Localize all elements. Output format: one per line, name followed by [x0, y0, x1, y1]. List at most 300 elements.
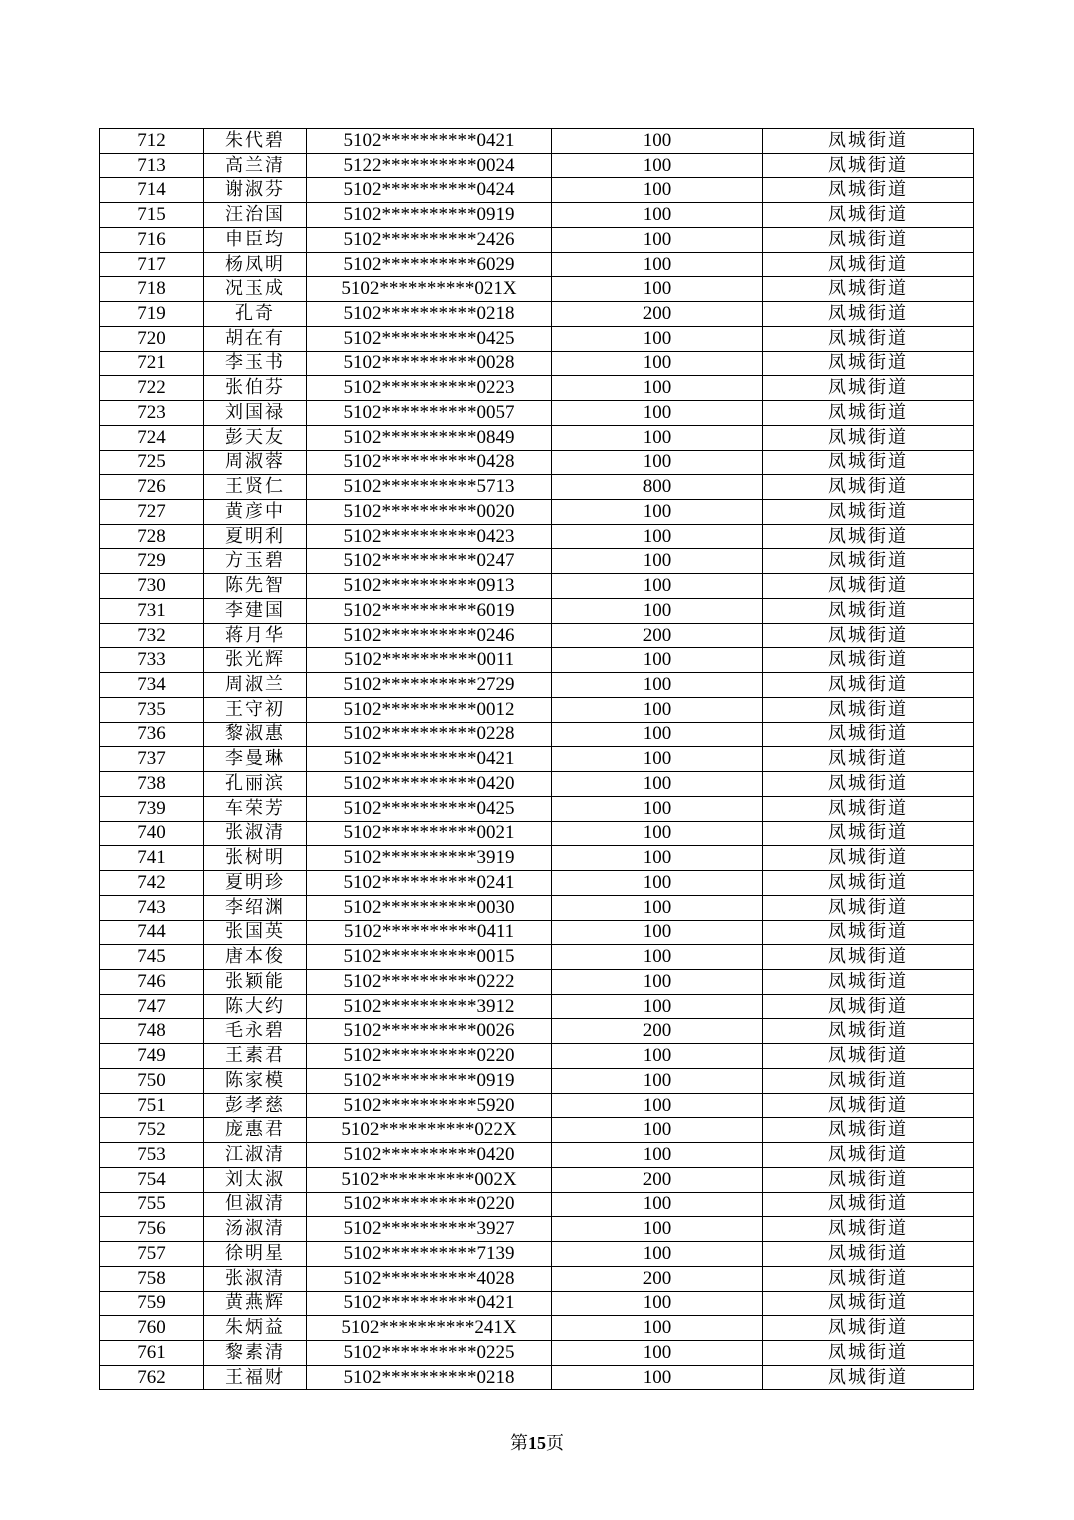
row-number-cell: 750: [100, 1068, 204, 1093]
amount-cell: 100: [552, 326, 763, 351]
amount-cell: 100: [552, 1093, 763, 1118]
amount-cell: 100: [552, 1242, 763, 1267]
amount-cell: 100: [552, 1068, 763, 1093]
record-table-body: [100, 129, 974, 1390]
street-name-cell: 凤城街道: [763, 871, 974, 896]
row-number-cell: 749: [100, 1044, 204, 1069]
person-name-cell: 刘国禄: [204, 401, 307, 426]
table-row: [100, 203, 974, 228]
id-number-cell: 5102**********0423: [307, 524, 552, 549]
id-number-cell: 5102**********0228: [307, 722, 552, 747]
row-number-cell: 715: [100, 203, 204, 228]
street-name-cell: 凤城街道: [763, 623, 974, 648]
row-number-cell: 754: [100, 1167, 204, 1192]
id-number-cell: 5102**********7139: [307, 1242, 552, 1267]
table-row: [100, 500, 974, 525]
table-row: [100, 129, 974, 154]
person-name-cell: 蒋月华: [204, 623, 307, 648]
id-number-cell: 5102**********2426: [307, 227, 552, 252]
amount-cell: 100: [552, 549, 763, 574]
street-name-cell: 凤城街道: [763, 1217, 974, 1242]
table-row: [100, 302, 974, 327]
person-name-cell: 朱炳益: [204, 1316, 307, 1341]
street-name-cell: 凤城街道: [763, 1365, 974, 1390]
row-number-cell: 738: [100, 772, 204, 797]
id-number-cell: 5102**********002X: [307, 1167, 552, 1192]
page-label-prefix: 第: [510, 1433, 528, 1454]
street-name-cell: 凤城街道: [763, 722, 974, 747]
table-row: [100, 772, 974, 797]
id-number-cell: 5102**********0026: [307, 1019, 552, 1044]
person-name-cell: 车荣芳: [204, 796, 307, 821]
amount-cell: 100: [552, 129, 763, 154]
amount-cell: 100: [552, 969, 763, 994]
amount-cell: 100: [552, 1217, 763, 1242]
table-row: [100, 598, 974, 623]
amount-cell: 100: [552, 1044, 763, 1069]
id-number-cell: 5102**********3919: [307, 846, 552, 871]
page-label-suffix: 页: [546, 1433, 564, 1454]
person-name-cell: 王守初: [204, 697, 307, 722]
page-number: 15: [528, 1433, 546, 1453]
street-name-cell: 凤城街道: [763, 772, 974, 797]
row-number-cell: 722: [100, 376, 204, 401]
id-number-cell: 5102**********0411: [307, 920, 552, 945]
row-number-cell: 734: [100, 673, 204, 698]
amount-cell: 100: [552, 796, 763, 821]
id-number-cell: 5102**********0421: [307, 129, 552, 154]
amount-cell: 100: [552, 178, 763, 203]
row-number-cell: 755: [100, 1192, 204, 1217]
row-number-cell: 730: [100, 574, 204, 599]
person-name-cell: 黎淑惠: [204, 722, 307, 747]
id-number-cell: 5102**********0220: [307, 1044, 552, 1069]
person-name-cell: 江淑清: [204, 1143, 307, 1168]
table-row: [100, 401, 974, 426]
amount-cell: 100: [552, 1365, 763, 1390]
person-name-cell: 刘太淑: [204, 1167, 307, 1192]
row-number-cell: 761: [100, 1340, 204, 1365]
id-number-cell: 5102**********0021: [307, 821, 552, 846]
person-name-cell: 胡在有: [204, 326, 307, 351]
table-row: [100, 1291, 974, 1316]
id-number-cell: 5102**********6019: [307, 598, 552, 623]
amount-cell: 100: [552, 821, 763, 846]
street-name-cell: 凤城街道: [763, 895, 974, 920]
person-name-cell: 孔丽滨: [204, 772, 307, 797]
amount-cell: 800: [552, 475, 763, 500]
amount-cell: 100: [552, 1118, 763, 1143]
amount-cell: 100: [552, 747, 763, 772]
row-number-cell: 759: [100, 1291, 204, 1316]
id-number-cell: 5102**********0218: [307, 302, 552, 327]
street-name-cell: 凤城街道: [763, 153, 974, 178]
id-number-cell: 5122**********0024: [307, 153, 552, 178]
amount-cell: 100: [552, 994, 763, 1019]
id-number-cell: 5102**********0057: [307, 401, 552, 426]
table-row: [100, 227, 974, 252]
amount-cell: 100: [552, 1316, 763, 1341]
table-row: [100, 648, 974, 673]
person-name-cell: 李绍渊: [204, 895, 307, 920]
id-number-cell: 5102**********0020: [307, 500, 552, 525]
id-number-cell: 5102**********0225: [307, 1340, 552, 1365]
amount-cell: 100: [552, 376, 763, 401]
amount-cell: 100: [552, 425, 763, 450]
table-row: [100, 1093, 974, 1118]
street-name-cell: 凤城街道: [763, 178, 974, 203]
amount-cell: 100: [552, 1291, 763, 1316]
street-name-cell: 凤城街道: [763, 376, 974, 401]
person-name-cell: 庞惠君: [204, 1118, 307, 1143]
record-table: [99, 128, 974, 1390]
person-name-cell: 孔奇: [204, 302, 307, 327]
street-name-cell: 凤城街道: [763, 920, 974, 945]
street-name-cell: 凤城街道: [763, 1192, 974, 1217]
table-row: [100, 1068, 974, 1093]
id-number-cell: 5102**********0223: [307, 376, 552, 401]
street-name-cell: 凤城街道: [763, 1118, 974, 1143]
table-row: [100, 1143, 974, 1168]
row-number-cell: 744: [100, 920, 204, 945]
id-number-cell: 5102**********0919: [307, 1068, 552, 1093]
amount-cell: 100: [552, 697, 763, 722]
amount-cell: 100: [552, 846, 763, 871]
id-number-cell: 5102**********6029: [307, 252, 552, 277]
person-name-cell: 唐本俊: [204, 945, 307, 970]
street-name-cell: 凤城街道: [763, 1316, 974, 1341]
person-name-cell: 谢淑芬: [204, 178, 307, 203]
table-row: [100, 871, 974, 896]
id-number-cell: 5102**********0913: [307, 574, 552, 599]
amount-cell: 100: [552, 648, 763, 673]
row-number-cell: 740: [100, 821, 204, 846]
person-name-cell: 方玉碧: [204, 549, 307, 574]
row-number-cell: 757: [100, 1242, 204, 1267]
table-row: [100, 1242, 974, 1267]
amount-cell: 100: [552, 772, 763, 797]
amount-cell: 100: [552, 227, 763, 252]
id-number-cell: 5102**********0425: [307, 796, 552, 821]
street-name-cell: 凤城街道: [763, 326, 974, 351]
street-name-cell: 凤城街道: [763, 549, 974, 574]
street-name-cell: 凤城街道: [763, 969, 974, 994]
amount-cell: 200: [552, 1266, 763, 1291]
id-number-cell: 5102**********0030: [307, 895, 552, 920]
table-row: [100, 574, 974, 599]
person-name-cell: 彭孝慈: [204, 1093, 307, 1118]
street-name-cell: 凤城街道: [763, 351, 974, 376]
row-number-cell: 739: [100, 796, 204, 821]
row-number-cell: 721: [100, 351, 204, 376]
row-number-cell: 728: [100, 524, 204, 549]
row-number-cell: 748: [100, 1019, 204, 1044]
table-row: [100, 252, 974, 277]
street-name-cell: 凤城街道: [763, 1340, 974, 1365]
person-name-cell: 况玉成: [204, 277, 307, 302]
table-row: [100, 1316, 974, 1341]
id-number-cell: 5102**********0424: [307, 178, 552, 203]
street-name-cell: 凤城街道: [763, 227, 974, 252]
table-row: [100, 326, 974, 351]
id-number-cell: 5102**********0246: [307, 623, 552, 648]
person-name-cell: 张光辉: [204, 648, 307, 673]
row-number-cell: 727: [100, 500, 204, 525]
id-number-cell: 5102**********5713: [307, 475, 552, 500]
person-name-cell: 陈家模: [204, 1068, 307, 1093]
amount-cell: 100: [552, 1340, 763, 1365]
id-number-cell: 5102**********021X: [307, 277, 552, 302]
row-number-cell: 716: [100, 227, 204, 252]
amount-cell: 100: [552, 1143, 763, 1168]
street-name-cell: 凤城街道: [763, 1019, 974, 1044]
street-name-cell: 凤城街道: [763, 747, 974, 772]
person-name-cell: 但淑清: [204, 1192, 307, 1217]
table-row: [100, 524, 974, 549]
id-number-cell: 5102**********241X: [307, 1316, 552, 1341]
amount-cell: 100: [552, 203, 763, 228]
row-number-cell: 737: [100, 747, 204, 772]
table-row: [100, 846, 974, 871]
id-number-cell: 5102**********0421: [307, 747, 552, 772]
id-number-cell: 5102**********022X: [307, 1118, 552, 1143]
street-name-cell: 凤城街道: [763, 994, 974, 1019]
person-name-cell: 黄彦中: [204, 500, 307, 525]
row-number-cell: 756: [100, 1217, 204, 1242]
amount-cell: 100: [552, 153, 763, 178]
row-number-cell: 736: [100, 722, 204, 747]
amount-cell: 100: [552, 574, 763, 599]
row-number-cell: 718: [100, 277, 204, 302]
amount-cell: 100: [552, 252, 763, 277]
table-row: [100, 1118, 974, 1143]
amount-cell: 200: [552, 302, 763, 327]
street-name-cell: 凤城街道: [763, 673, 974, 698]
row-number-cell: 717: [100, 252, 204, 277]
person-name-cell: 张颖能: [204, 969, 307, 994]
person-name-cell: 张淑清: [204, 821, 307, 846]
row-number-cell: 753: [100, 1143, 204, 1168]
row-number-cell: 762: [100, 1365, 204, 1390]
table-row: [100, 895, 974, 920]
table-row: [100, 796, 974, 821]
row-number-cell: 724: [100, 425, 204, 450]
row-number-cell: 720: [100, 326, 204, 351]
amount-cell: 100: [552, 673, 763, 698]
id-number-cell: 5102**********0218: [307, 1365, 552, 1390]
row-number-cell: 746: [100, 969, 204, 994]
person-name-cell: 高兰清: [204, 153, 307, 178]
id-number-cell: 5102**********0420: [307, 1143, 552, 1168]
amount-cell: 100: [552, 920, 763, 945]
street-name-cell: 凤城街道: [763, 574, 974, 599]
table-row: [100, 178, 974, 203]
row-number-cell: 731: [100, 598, 204, 623]
table-row: [100, 994, 974, 1019]
street-name-cell: 凤城街道: [763, 821, 974, 846]
amount-cell: 100: [552, 895, 763, 920]
row-number-cell: 758: [100, 1266, 204, 1291]
person-name-cell: 周淑蓉: [204, 450, 307, 475]
person-name-cell: 李曼琳: [204, 747, 307, 772]
person-name-cell: 王福财: [204, 1365, 307, 1390]
row-number-cell: 729: [100, 549, 204, 574]
table-row: [100, 1340, 974, 1365]
row-number-cell: 741: [100, 846, 204, 871]
row-number-cell: 733: [100, 648, 204, 673]
person-name-cell: 彭天友: [204, 425, 307, 450]
street-name-cell: 凤城街道: [763, 796, 974, 821]
person-name-cell: 张国英: [204, 920, 307, 945]
person-name-cell: 王素君: [204, 1044, 307, 1069]
street-name-cell: 凤城街道: [763, 475, 974, 500]
street-name-cell: 凤城街道: [763, 697, 974, 722]
row-number-cell: 725: [100, 450, 204, 475]
amount-cell: 100: [552, 722, 763, 747]
row-number-cell: 719: [100, 302, 204, 327]
street-name-cell: 凤城街道: [763, 598, 974, 623]
table-row: [100, 1167, 974, 1192]
row-number-cell: 712: [100, 129, 204, 154]
id-number-cell: 5102**********0028: [307, 351, 552, 376]
row-number-cell: 726: [100, 475, 204, 500]
row-number-cell: 723: [100, 401, 204, 426]
amount-cell: 100: [552, 598, 763, 623]
id-number-cell: 5102**********0428: [307, 450, 552, 475]
street-name-cell: 凤城街道: [763, 524, 974, 549]
row-number-cell: 743: [100, 895, 204, 920]
id-number-cell: 5102**********3927: [307, 1217, 552, 1242]
person-name-cell: 张淑清: [204, 1266, 307, 1291]
table-row: [100, 697, 974, 722]
table-row: [100, 1365, 974, 1390]
street-name-cell: 凤城街道: [763, 846, 974, 871]
id-number-cell: 5102**********0849: [307, 425, 552, 450]
street-name-cell: 凤城街道: [763, 277, 974, 302]
amount-cell: 100: [552, 277, 763, 302]
table-row: [100, 450, 974, 475]
amount-cell: 100: [552, 871, 763, 896]
table-row: [100, 277, 974, 302]
row-number-cell: 752: [100, 1118, 204, 1143]
street-name-cell: 凤城街道: [763, 1167, 974, 1192]
amount-cell: 100: [552, 351, 763, 376]
street-name-cell: 凤城街道: [763, 1044, 974, 1069]
id-number-cell: 5102**********2729: [307, 673, 552, 698]
table-row: [100, 1044, 974, 1069]
amount-cell: 100: [552, 450, 763, 475]
id-number-cell: 5102**********4028: [307, 1266, 552, 1291]
id-number-cell: 5102**********0011: [307, 648, 552, 673]
id-number-cell: 5102**********0220: [307, 1192, 552, 1217]
table-row: [100, 1217, 974, 1242]
person-name-cell: 王贤仁: [204, 475, 307, 500]
person-name-cell: 夏明珍: [204, 871, 307, 896]
person-name-cell: 杨凤明: [204, 252, 307, 277]
table-row: [100, 351, 974, 376]
amount-cell: 100: [552, 1192, 763, 1217]
person-name-cell: 汤淑清: [204, 1217, 307, 1242]
street-name-cell: 凤城街道: [763, 252, 974, 277]
id-number-cell: 5102**********0247: [307, 549, 552, 574]
street-name-cell: 凤城街道: [763, 1068, 974, 1093]
id-number-cell: 5102**********0425: [307, 326, 552, 351]
person-name-cell: 毛永碧: [204, 1019, 307, 1044]
street-name-cell: 凤城街道: [763, 203, 974, 228]
street-name-cell: 凤城街道: [763, 648, 974, 673]
id-number-cell: 5102**********0015: [307, 945, 552, 970]
person-name-cell: 黄燕辉: [204, 1291, 307, 1316]
id-number-cell: 5102**********0421: [307, 1291, 552, 1316]
person-name-cell: 张树明: [204, 846, 307, 871]
row-number-cell: 735: [100, 697, 204, 722]
street-name-cell: 凤城街道: [763, 1266, 974, 1291]
row-number-cell: 713: [100, 153, 204, 178]
row-number-cell: 742: [100, 871, 204, 896]
id-number-cell: 5102**********0241: [307, 871, 552, 896]
amount-cell: 200: [552, 1019, 763, 1044]
id-number-cell: 5102**********0420: [307, 772, 552, 797]
person-name-cell: 汪治国: [204, 203, 307, 228]
table-row: [100, 1192, 974, 1217]
person-name-cell: 夏明利: [204, 524, 307, 549]
table-row: [100, 1019, 974, 1044]
table-row: [100, 821, 974, 846]
table-row: [100, 673, 974, 698]
table-row: [100, 475, 974, 500]
amount-cell: 200: [552, 623, 763, 648]
amount-cell: 200: [552, 1167, 763, 1192]
person-name-cell: 陈大约: [204, 994, 307, 1019]
person-name-cell: 徐明星: [204, 1242, 307, 1267]
table-row: [100, 425, 974, 450]
street-name-cell: 凤城街道: [763, 302, 974, 327]
person-name-cell: 李玉书: [204, 351, 307, 376]
street-name-cell: 凤城街道: [763, 1093, 974, 1118]
row-number-cell: 732: [100, 623, 204, 648]
street-name-cell: 凤城街道: [763, 500, 974, 525]
table-row: [100, 747, 974, 772]
person-name-cell: 张伯芬: [204, 376, 307, 401]
row-number-cell: 714: [100, 178, 204, 203]
street-name-cell: 凤城街道: [763, 425, 974, 450]
table-row: [100, 969, 974, 994]
street-name-cell: 凤城街道: [763, 1242, 974, 1267]
amount-cell: 100: [552, 945, 763, 970]
street-name-cell: 凤城街道: [763, 129, 974, 154]
table-row: [100, 376, 974, 401]
amount-cell: 100: [552, 524, 763, 549]
table-row: [100, 920, 974, 945]
table-row: [100, 1266, 974, 1291]
person-name-cell: 周淑兰: [204, 673, 307, 698]
id-number-cell: 5102**********5920: [307, 1093, 552, 1118]
table-row: [100, 153, 974, 178]
row-number-cell: 760: [100, 1316, 204, 1341]
street-name-cell: 凤城街道: [763, 945, 974, 970]
row-number-cell: 745: [100, 945, 204, 970]
id-number-cell: 5102**********0222: [307, 969, 552, 994]
person-name-cell: 李建国: [204, 598, 307, 623]
amount-cell: 100: [552, 500, 763, 525]
id-number-cell: 5102**********0012: [307, 697, 552, 722]
street-name-cell: 凤城街道: [763, 1291, 974, 1316]
street-name-cell: 凤城街道: [763, 1143, 974, 1168]
table-row: [100, 623, 974, 648]
street-name-cell: 凤城街道: [763, 401, 974, 426]
table-row: [100, 945, 974, 970]
person-name-cell: 黎素清: [204, 1340, 307, 1365]
